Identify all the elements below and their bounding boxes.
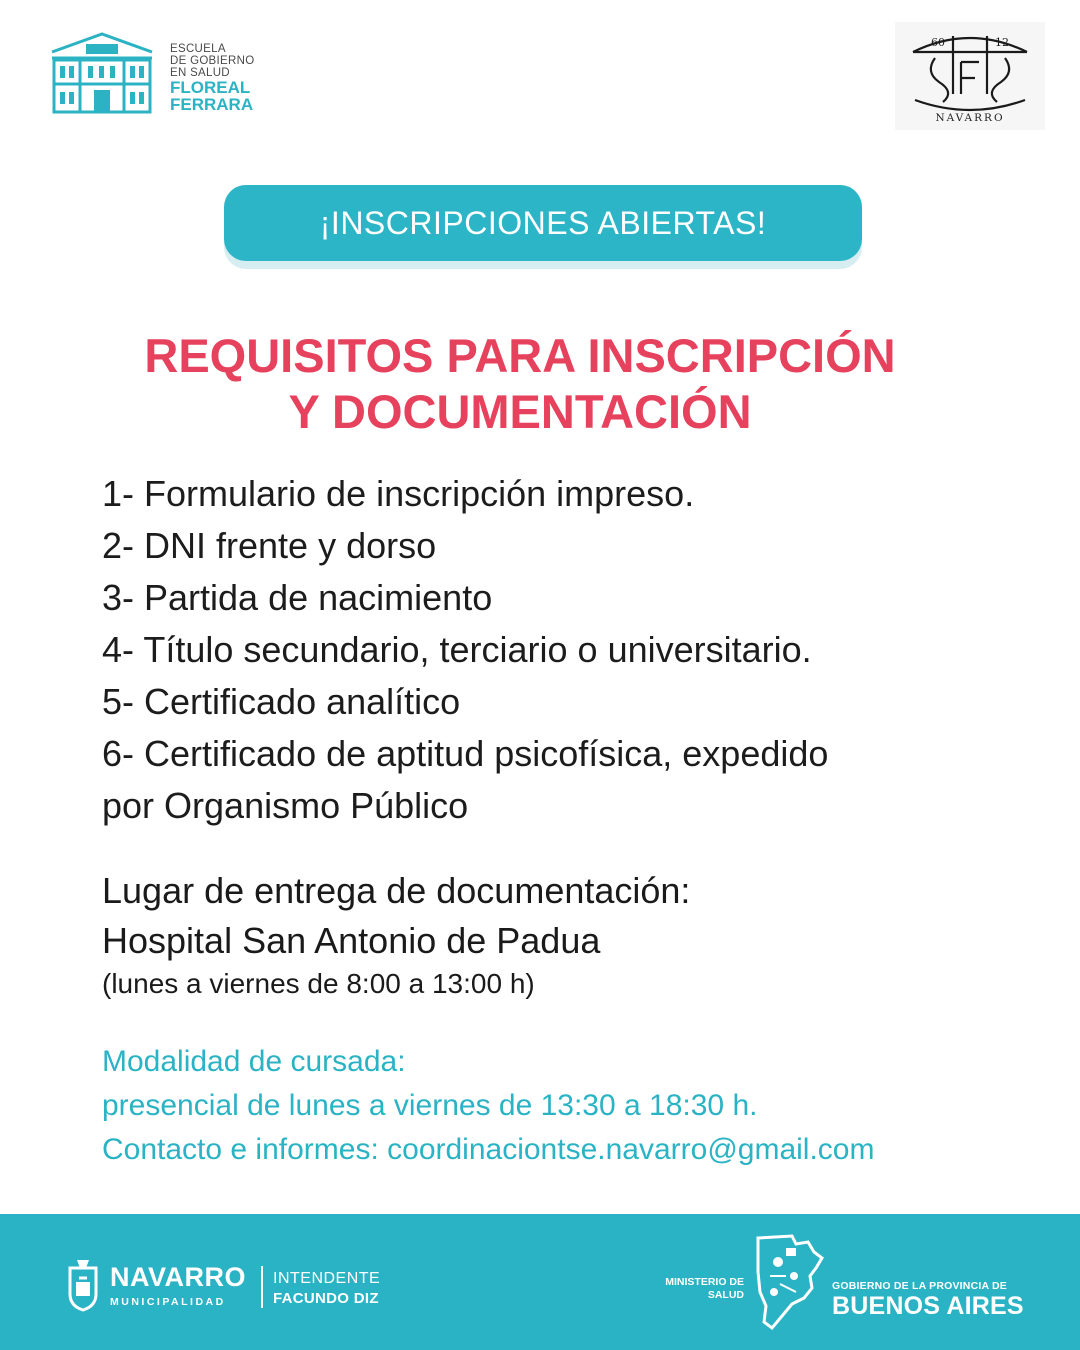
banner-text: ¡INSCRIPCIONES ABIERTAS! <box>319 204 767 241</box>
list-item: 2- DNI frente y dorso <box>102 525 437 566</box>
municipality-name: NAVARRO <box>110 1262 246 1292</box>
municipality-sub: MUNICIPALIDAD <box>110 1296 226 1308</box>
list-item: 6- Certificado de aptitud psicofísica, expedido <box>102 733 829 774</box>
mayor-role: INTENDENTE <box>273 1270 381 1287</box>
divider <box>261 1266 263 1308</box>
ministry-line-2: SALUD <box>707 1289 744 1301</box>
delivery-title: Lugar de entrega de documentación: <box>102 870 691 911</box>
modality-schedule: presencial de lunes a viernes de 13:30 a 18:30 h. <box>102 1089 758 1122</box>
contact-info[interactable]: Contacto e informes: coordinaciontse.navarro@gmail.com <box>102 1133 875 1166</box>
seal-caption: NAVARRO <box>935 112 1005 124</box>
ministry-label <box>648 1276 744 1302</box>
svg-text:12: 12 <box>995 36 1009 49</box>
province-government-logo <box>648 1232 1038 1332</box>
delivery-place: Hospital San Antonio de Padua <box>102 920 601 961</box>
modality-title: Modalidad de cursada: <box>102 1045 406 1078</box>
list-item: 3- Partida de nacimiento <box>102 577 493 618</box>
requirements-list <box>102 468 1002 832</box>
province-name: BUENOS AIRES <box>832 1292 1024 1320</box>
school-name-line3: EN SALUD <box>170 67 230 80</box>
course-modality <box>102 1040 1062 1172</box>
school-name-floreal: FLOREAL <box>170 78 251 98</box>
navarro-shield-icon <box>66 1260 100 1312</box>
list-item: por Organismo Público <box>102 785 469 826</box>
institute-seal <box>895 22 1045 130</box>
delivery-hours: (lunes a viernes de 8:00 a 13:00 h) <box>102 968 535 999</box>
list-item: 1- Formulario de inscripción impreso. <box>102 473 695 514</box>
list-item: 5- Certificado analítico <box>102 681 461 722</box>
page-title <box>0 328 1040 440</box>
school-name-ferrara: FERRARA <box>170 95 254 115</box>
title-line-1: REQUISITOS PARA INSCRIPCIÓN <box>144 329 896 382</box>
buenos-aires-map-icon <box>752 1232 826 1332</box>
school-logo <box>50 30 280 120</box>
title-line-2: Y DOCUMENTACIÓN <box>288 385 752 438</box>
mayor-name: FACUNDO DIZ <box>273 1290 379 1307</box>
open-registration-banner <box>224 185 862 261</box>
province-gov-line: GOBIERNO DE LA PROVINCIA DE <box>832 1280 1007 1292</box>
navarro-municipality-logo <box>66 1256 406 1316</box>
svg-text:60: 60 <box>931 36 945 49</box>
school-name-line1: ESCUELA <box>170 43 226 55</box>
school-name-line2: DE GOBIERNO <box>170 55 255 68</box>
list-item: 4- Título secundario, terciario o universitario. <box>102 629 812 670</box>
footer-bar <box>0 1214 1080 1350</box>
building-icon <box>50 30 154 116</box>
delivery-info <box>102 866 1002 1002</box>
ministry-line-1: MINISTERIO DE <box>665 1276 744 1288</box>
